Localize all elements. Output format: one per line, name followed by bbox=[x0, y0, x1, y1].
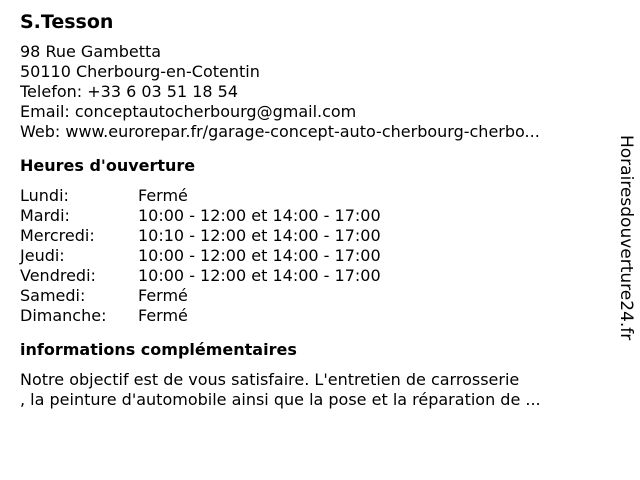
hours-heading: Heures d'ouverture bbox=[20, 156, 196, 175]
hours-row-monday bbox=[20, 186, 610, 206]
business-card bbox=[20, 10, 610, 410]
time-value: 10:00 - 12:00 et 14:00 - 17:00 bbox=[138, 266, 381, 285]
hours-row-saturday bbox=[20, 286, 610, 306]
address-line-1: 98 Rue Gambetta bbox=[20, 42, 162, 61]
info-line-1: Notre objectif est de vous satisfaire. L'entretien de carrosserie bbox=[20, 370, 520, 389]
hours-row-tuesday bbox=[20, 206, 610, 226]
info-line-2: , la peinture d'automobile ainsi que la pose et la réparation de ... bbox=[20, 390, 541, 409]
hours-row-wednesday bbox=[20, 226, 610, 246]
hours-row-thursday bbox=[20, 246, 610, 266]
day-label: Samedi: bbox=[20, 286, 86, 305]
day-label: Vendredi: bbox=[20, 266, 96, 285]
day-label: Mercredi: bbox=[20, 226, 95, 245]
day-label: Mardi: bbox=[20, 206, 70, 225]
hours-row-friday bbox=[20, 266, 610, 286]
day-label: Jeudi: bbox=[20, 246, 65, 265]
time-value: Fermé bbox=[138, 306, 188, 325]
site-watermark: Horairesdouverture24.fr bbox=[616, 135, 636, 341]
time-value: 10:10 - 12:00 et 14:00 - 17:00 bbox=[138, 226, 381, 245]
time-value: 10:00 - 12:00 et 14:00 - 17:00 bbox=[138, 206, 381, 225]
time-value: Fermé bbox=[138, 186, 188, 205]
day-label: Lundi: bbox=[20, 186, 69, 205]
address-line-2: 50110 Cherbourg-en-Cotentin bbox=[20, 62, 260, 81]
hours-row-sunday bbox=[20, 306, 610, 326]
phone-line: Telefon: +33 6 03 51 18 54 bbox=[20, 82, 239, 101]
business-name: S.Tesson bbox=[20, 11, 114, 33]
time-value: 10:00 - 12:00 et 14:00 - 17:00 bbox=[138, 246, 381, 265]
day-label: Dimanche: bbox=[20, 306, 107, 325]
email-line: Email: conceptautocherbourg@gmail.com bbox=[20, 102, 357, 121]
info-heading: informations complémentaires bbox=[20, 340, 297, 359]
opening-hours-table bbox=[20, 186, 610, 326]
web-line: Web: www.eurorepar.fr/garage-concept-auto-cherbourg-cherbo... bbox=[20, 122, 540, 141]
time-value: Fermé bbox=[138, 286, 188, 305]
